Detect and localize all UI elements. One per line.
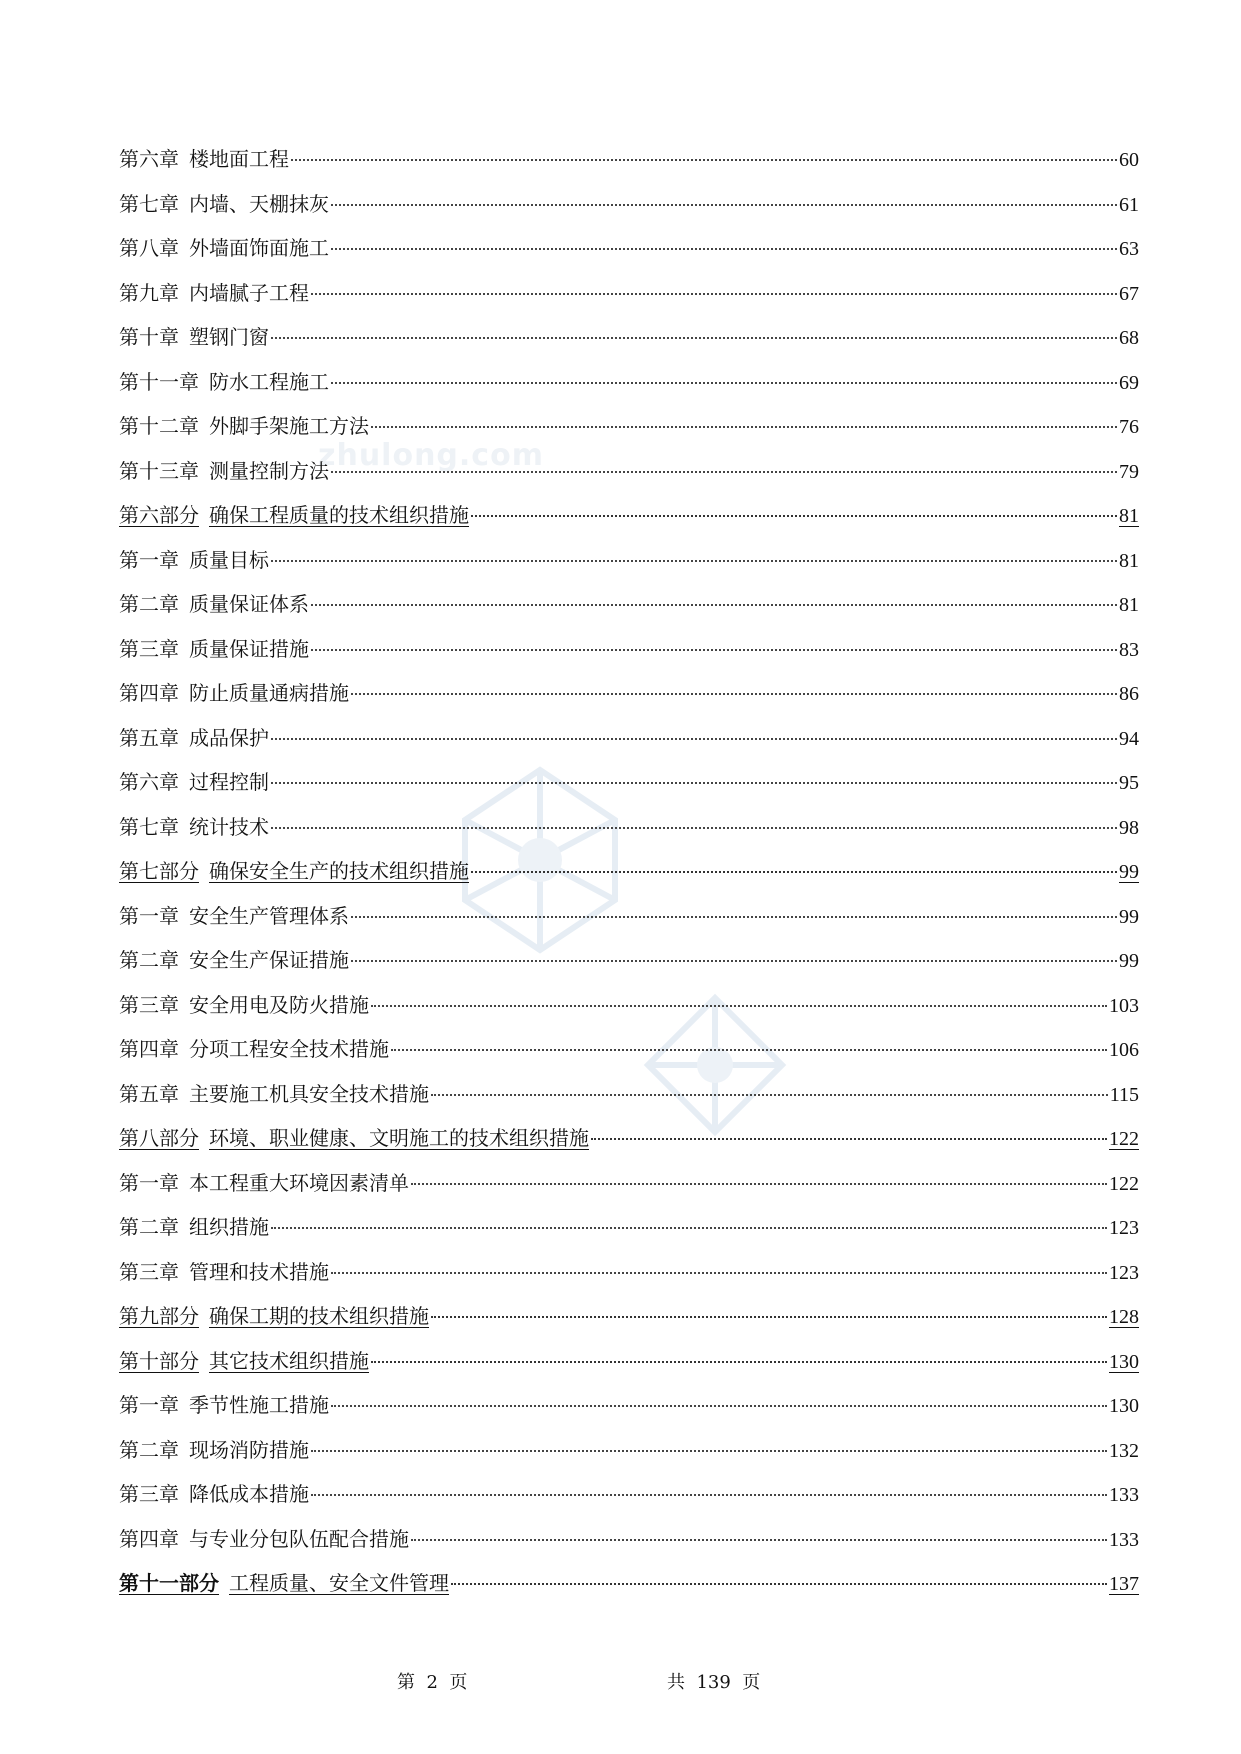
- toc-entry-page: 99: [1119, 861, 1139, 883]
- toc-chapter-entry[interactable]: [119, 1211, 1139, 1256]
- toc-entry-title: 楼地面工程: [189, 147, 289, 171]
- toc-entry-number: 第七章: [119, 814, 179, 839]
- toc-part-entry[interactable]: [119, 1567, 1139, 1612]
- toc-entry-number: 第三章: [119, 636, 179, 661]
- toc-entry-page: 76: [1119, 416, 1139, 438]
- toc-entry-title: 降低成本措施: [189, 1482, 309, 1506]
- toc-dot-leader: [271, 782, 1117, 784]
- toc-entry-title: 环境、职业健康、文明施工的技术组织措施: [209, 1126, 589, 1150]
- toc-entry-page: 98: [1119, 816, 1139, 839]
- toc-chapter-entry[interactable]: [119, 366, 1139, 411]
- toc-entry-page: 137: [1109, 1573, 1139, 1595]
- toc-entry-title: 成品保护: [189, 725, 269, 750]
- footer-total-pages: 共 139 页: [667, 1672, 761, 1693]
- toc-chapter-entry[interactable]: [119, 766, 1139, 811]
- toc-entry-number: 第五章: [119, 725, 179, 750]
- toc-dot-leader: [291, 159, 1117, 161]
- toc-entry-number: 第二章: [119, 1437, 179, 1462]
- toc-entry-title: 外墙面饰面施工: [189, 236, 329, 260]
- toc-dot-leader: [411, 1539, 1107, 1541]
- toc-entry-number: 第八章: [119, 236, 179, 260]
- toc-chapter-entry[interactable]: [119, 1033, 1139, 1078]
- toc-entry-number: 第十一章: [119, 369, 199, 394]
- toc-dot-leader: [271, 827, 1117, 829]
- toc-entry-number: 第五章: [119, 1081, 179, 1106]
- toc-part-entry[interactable]: [119, 499, 1139, 544]
- toc-dot-leader: [331, 1405, 1107, 1407]
- toc-chapter-entry[interactable]: [119, 455, 1139, 500]
- toc-entry-number: 第三章: [119, 1482, 179, 1506]
- toc-chapter-entry[interactable]: [119, 1523, 1139, 1568]
- toc-entry-title: 工程质量、安全文件管理: [229, 1571, 449, 1595]
- toc-chapter-entry[interactable]: [119, 1389, 1139, 1434]
- toc-entry-number: 第十一部分: [119, 1571, 219, 1595]
- toc-entry-title: 防止质量通病措施: [189, 681, 349, 705]
- footer-page-number: 第 2 页: [397, 1672, 468, 1693]
- toc-dot-leader: [371, 426, 1117, 428]
- toc-entry-page: 115: [1109, 1083, 1139, 1106]
- toc-dot-leader: [271, 1227, 1107, 1229]
- toc-entry-title: 管理和技术措施: [189, 1259, 329, 1284]
- toc-entry-page: 86: [1119, 683, 1139, 705]
- toc-part-entry[interactable]: [119, 1300, 1139, 1345]
- toc-entry-title: 确保安全生产的技术组织措施: [209, 859, 469, 883]
- toc-entry-number: 第三章: [119, 992, 179, 1017]
- toc-chapter-entry[interactable]: [119, 277, 1139, 322]
- toc-dot-leader: [351, 693, 1117, 695]
- toc-dot-leader: [351, 916, 1117, 918]
- table-of-contents: [119, 143, 1139, 1612]
- toc-entry-number: 第九部分: [119, 1304, 199, 1328]
- toc-entry-title: 确保工程质量的技术组织措施: [209, 503, 469, 527]
- toc-entry-page: 128: [1109, 1306, 1139, 1328]
- toc-dot-leader: [431, 1094, 1108, 1096]
- toc-chapter-entry[interactable]: [119, 944, 1139, 989]
- toc-dot-leader: [331, 248, 1117, 250]
- toc-entry-page: 130: [1109, 1350, 1139, 1373]
- toc-entry-title: 确保工期的技术组织措施: [209, 1304, 429, 1328]
- toc-entry-number: 第八部分: [119, 1126, 199, 1150]
- toc-dot-leader: [311, 604, 1117, 606]
- toc-entry-page: 99: [1119, 950, 1139, 972]
- toc-entry-number: 第十章: [119, 325, 179, 349]
- toc-entry-title: 季节性施工措施: [189, 1393, 329, 1417]
- toc-entry-page: 106: [1109, 1039, 1139, 1061]
- toc-entry-title: 内墙腻子工程: [189, 280, 309, 305]
- toc-entry-page: 67: [1119, 282, 1139, 305]
- toc-entry-page: 79: [1119, 460, 1139, 483]
- toc-entry-page: 130: [1109, 1395, 1139, 1417]
- toc-entry-page: 63: [1119, 238, 1139, 260]
- toc-chapter-entry[interactable]: [119, 989, 1139, 1034]
- toc-entry-title: 质量保证措施: [189, 636, 309, 661]
- page-footer: [0, 1668, 1241, 1698]
- toc-entry-number: 第一章: [119, 1170, 179, 1195]
- toc-entry-page: 123: [1109, 1217, 1139, 1239]
- toc-entry-title: 统计技术: [189, 814, 269, 839]
- toc-entry-title: 分项工程安全技术措施: [189, 1037, 389, 1061]
- toc-entry-page: 83: [1119, 638, 1139, 661]
- toc-entry-number: 第六部分: [119, 503, 199, 527]
- toc-entry-title: 内墙、天棚抹灰: [189, 191, 329, 216]
- toc-entry-number: 第二章: [119, 1215, 179, 1239]
- toc-dot-leader: [271, 560, 1117, 562]
- toc-dot-leader: [371, 1005, 1107, 1007]
- toc-chapter-entry[interactable]: [119, 1167, 1139, 1212]
- toc-entry-title: 安全生产管理体系: [189, 903, 349, 928]
- toc-entry-number: 第一章: [119, 1393, 179, 1417]
- toc-dot-leader: [311, 1494, 1107, 1496]
- toc-chapter-entry[interactable]: [119, 1256, 1139, 1301]
- toc-entry-page: 81: [1119, 594, 1139, 616]
- toc-entry-page: 60: [1119, 149, 1139, 171]
- toc-chapter-entry[interactable]: [119, 1434, 1139, 1479]
- toc-chapter-entry[interactable]: [119, 232, 1139, 277]
- toc-dot-leader: [331, 204, 1117, 206]
- toc-entry-page: 81: [1119, 505, 1139, 527]
- toc-entry-page: 61: [1119, 193, 1139, 216]
- toc-entry-page: 122: [1109, 1128, 1139, 1150]
- toc-entry-number: 第四章: [119, 1037, 179, 1061]
- toc-chapter-entry[interactable]: [119, 722, 1139, 767]
- toc-dot-leader: [391, 1049, 1107, 1051]
- toc-chapter-entry[interactable]: [119, 811, 1139, 856]
- toc-entry-title: 与专业分包队伍配合措施: [189, 1526, 409, 1551]
- toc-entry-title: 安全用电及防火措施: [189, 992, 369, 1017]
- toc-entry-page: 81: [1119, 549, 1139, 572]
- toc-entry-title: 现场消防措施: [189, 1437, 309, 1462]
- toc-entry-page: 133: [1109, 1528, 1139, 1551]
- toc-entry-title: 外脚手架施工方法: [209, 414, 369, 438]
- toc-dot-leader: [471, 515, 1117, 517]
- toc-entry-number: 第十二章: [119, 414, 199, 438]
- toc-entry-page: 123: [1109, 1261, 1139, 1284]
- toc-entry-number: 第七部分: [119, 859, 199, 883]
- toc-entry-title: 安全生产保证措施: [189, 948, 349, 972]
- toc-part-entry[interactable]: [119, 855, 1139, 900]
- toc-chapter-entry[interactable]: [119, 188, 1139, 233]
- toc-entry-number: 第四章: [119, 1526, 179, 1551]
- toc-entry-title: 本工程重大环境因素清单: [189, 1170, 409, 1195]
- toc-entry-number: 第二章: [119, 592, 179, 616]
- toc-dot-leader: [331, 1272, 1107, 1274]
- toc-dot-leader: [591, 1138, 1107, 1140]
- toc-entry-number: 第九章: [119, 280, 179, 305]
- toc-chapter-entry[interactable]: [119, 544, 1139, 589]
- toc-entry-number: 第三章: [119, 1259, 179, 1284]
- toc-entry-title: 主要施工机具安全技术措施: [189, 1081, 429, 1106]
- toc-dot-leader: [351, 960, 1117, 962]
- toc-dot-leader: [311, 649, 1117, 651]
- toc-dot-leader: [331, 382, 1117, 384]
- toc-dot-leader: [331, 471, 1117, 473]
- toc-chapter-entry[interactable]: [119, 633, 1139, 678]
- toc-entry-number: 第十部分: [119, 1348, 199, 1373]
- toc-part-entry[interactable]: [119, 1345, 1139, 1390]
- toc-dot-leader: [451, 1583, 1107, 1585]
- toc-entry-page: 103: [1109, 994, 1139, 1017]
- toc-entry-title: 测量控制方法: [209, 458, 329, 483]
- toc-entry-page: 94: [1119, 727, 1139, 750]
- toc-chapter-entry[interactable]: [119, 410, 1139, 455]
- toc-entry-number: 第一章: [119, 547, 179, 572]
- toc-chapter-entry[interactable]: [119, 143, 1139, 188]
- toc-dot-leader: [271, 738, 1117, 740]
- toc-entry-number: 第一章: [119, 903, 179, 928]
- toc-entry-number: 第四章: [119, 681, 179, 705]
- toc-dot-leader: [311, 293, 1117, 295]
- toc-entry-title: 塑钢门窗: [189, 325, 269, 349]
- toc-entry-page: 68: [1119, 327, 1139, 349]
- toc-entry-title: 其它技术组织措施: [209, 1348, 369, 1373]
- watermark-text: zhulong.com: [318, 438, 544, 473]
- toc-dot-leader: [471, 871, 1117, 873]
- toc-chapter-entry[interactable]: [119, 588, 1139, 633]
- toc-entry-title: 组织措施: [189, 1215, 269, 1239]
- toc-chapter-entry[interactable]: [119, 1478, 1139, 1523]
- toc-entry-page: 95: [1119, 772, 1139, 794]
- toc-entry-page: 132: [1109, 1439, 1139, 1462]
- toc-dot-leader: [431, 1316, 1107, 1318]
- toc-entry-number: 第六章: [119, 770, 179, 794]
- toc-part-entry[interactable]: [119, 1122, 1139, 1167]
- toc-chapter-entry[interactable]: [119, 321, 1139, 366]
- toc-dot-leader: [311, 1450, 1107, 1452]
- toc-entry-page: 69: [1119, 371, 1139, 394]
- toc-chapter-entry[interactable]: [119, 900, 1139, 945]
- toc-entry-title: 质量保证体系: [189, 592, 309, 616]
- toc-entry-title: 防水工程施工: [209, 369, 329, 394]
- toc-entry-title: 质量目标: [189, 547, 269, 572]
- toc-entry-page: 122: [1109, 1172, 1139, 1195]
- toc-dot-leader: [411, 1183, 1107, 1185]
- toc-chapter-entry[interactable]: [119, 677, 1139, 722]
- toc-dot-leader: [271, 337, 1117, 339]
- toc-dot-leader: [371, 1361, 1107, 1363]
- toc-chapter-entry[interactable]: [119, 1078, 1139, 1123]
- toc-entry-number: 第六章: [119, 147, 179, 171]
- toc-entry-number: 第七章: [119, 191, 179, 216]
- toc-entry-page: 99: [1119, 905, 1139, 928]
- toc-entry-number: 第二章: [119, 948, 179, 972]
- toc-entry-number: 第十三章: [119, 458, 199, 483]
- toc-entry-page: 133: [1109, 1484, 1139, 1506]
- toc-entry-title: 过程控制: [189, 770, 269, 794]
